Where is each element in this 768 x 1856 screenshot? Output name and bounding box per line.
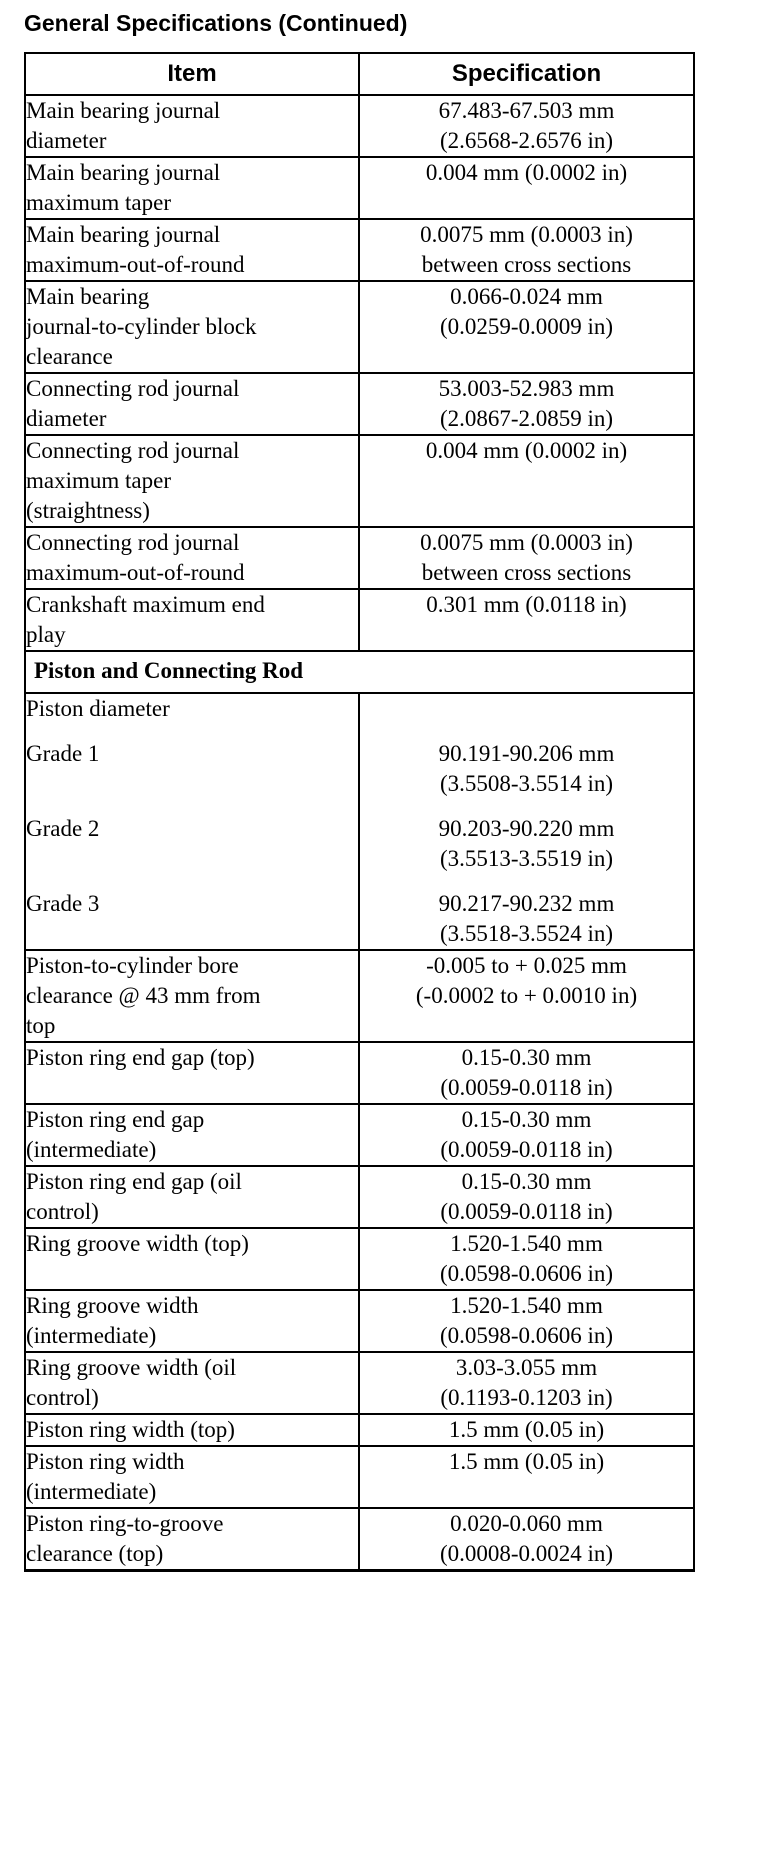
item-cell	[25, 693, 359, 950]
table-header-row	[25, 53, 694, 95]
table-row	[25, 950, 694, 1042]
grade-value: 90.203-90.220 mm (3.5513-3.5519 in)	[438, 816, 615, 871]
specification-cell: 0.004 mm (0.0002 in)	[359, 157, 694, 219]
specification-cell: 0.004 mm (0.0002 in)	[359, 435, 694, 527]
specification-cell: 1.520-1.540 mm (0.0598-0.0606 in)	[359, 1290, 694, 1352]
item-cell: Piston ring-to-groove clearance (top)	[25, 1508, 359, 1571]
table-row	[25, 1290, 694, 1352]
specification-cell: -0.005 to + 0.025 mm (-0.0002 to + 0.0010 in)	[359, 950, 694, 1042]
column-header-item: Item	[25, 53, 359, 95]
table-row	[25, 373, 694, 435]
section-heading: Piston and Connecting Rod	[25, 651, 694, 693]
table-row-piston-diameter	[25, 693, 694, 950]
page-title: General Specifications (Continued)	[24, 10, 408, 36]
item-cell: Piston ring width (top)	[25, 1414, 359, 1446]
specification-cell: 0.15-0.30 mm (0.0059-0.0118 in)	[359, 1166, 694, 1228]
table-row	[25, 1446, 694, 1508]
specification-cell: 0.0075 mm (0.0003 in) between cross sections	[359, 527, 694, 589]
item-cell: Connecting rod journal maximum-out-of-round	[25, 527, 359, 589]
grade-label: Grade 1	[26, 741, 100, 766]
table-row	[25, 527, 694, 589]
piston-diameter-label: Piston diameter	[26, 696, 170, 721]
grade-label: Grade 3	[26, 891, 100, 916]
column-header-specification: Specification	[359, 53, 694, 95]
table-row	[25, 1352, 694, 1414]
item-cell: Main bearing journal-to-cylinder block clearance	[25, 281, 359, 373]
item-cell: Connecting rod journal diameter	[25, 373, 359, 435]
item-cell: Piston ring end gap (oil control)	[25, 1166, 359, 1228]
item-cell: Ring groove width (intermediate)	[25, 1290, 359, 1352]
grade-value: 90.191-90.206 mm (3.5508-3.5514 in)	[438, 741, 615, 796]
table-row	[25, 219, 694, 281]
table-row	[25, 1166, 694, 1228]
specification-cell: 1.520-1.540 mm (0.0598-0.0606 in)	[359, 1228, 694, 1290]
table-row	[25, 1104, 694, 1166]
specification-cell: 67.483-67.503 mm (2.6568-2.6576 in)	[359, 95, 694, 157]
specification-cell: 0.066-0.024 mm (0.0259-0.0009 in)	[359, 281, 694, 373]
specification-cell: 1.5 mm (0.05 in)	[359, 1414, 694, 1446]
item-cell: Piston ring end gap (intermediate)	[25, 1104, 359, 1166]
section-heading-row	[25, 651, 694, 693]
item-cell: Crankshaft maximum end play	[25, 589, 359, 651]
table-row	[25, 1414, 694, 1446]
specifications-table	[24, 52, 695, 1572]
table-row	[25, 281, 694, 373]
grade-label: Grade 2	[26, 816, 100, 841]
item-cell: Piston-to-cylinder bore clearance @ 43 mm from top	[25, 950, 359, 1042]
table-row	[25, 157, 694, 219]
specification-cell: 3.03-3.055 mm (0.1193-0.1203 in)	[359, 1352, 694, 1414]
specification-cell: 0.15-0.30 mm (0.0059-0.0118 in)	[359, 1042, 694, 1104]
specification-cell: 0.020-0.060 mm (0.0008-0.0024 in)	[359, 1508, 694, 1571]
specification-cell: 0.0075 mm (0.0003 in) between cross sections	[359, 219, 694, 281]
table-row	[25, 435, 694, 527]
specification-cell: 53.003-52.983 mm (2.0867-2.0859 in)	[359, 373, 694, 435]
item-cell: Piston ring end gap (top)	[25, 1042, 359, 1104]
table-row	[25, 1508, 694, 1571]
table-row	[25, 95, 694, 157]
table-row	[25, 1042, 694, 1104]
item-cell: Piston ring width (intermediate)	[25, 1446, 359, 1508]
specification-cell: 0.15-0.30 mm (0.0059-0.0118 in)	[359, 1104, 694, 1166]
item-cell: Main bearing journal diameter	[25, 95, 359, 157]
item-cell: Ring groove width (oil control)	[25, 1352, 359, 1414]
specification-cell: 1.5 mm (0.05 in)	[359, 1446, 694, 1508]
item-cell: Ring groove width (top)	[25, 1228, 359, 1290]
grade-value: 90.217-90.232 mm (3.5518-3.5524 in)	[438, 891, 615, 946]
item-cell: Main bearing journal maximum taper	[25, 157, 359, 219]
table-row	[25, 589, 694, 651]
table-row	[25, 1228, 694, 1290]
specification-cell: 0.301 mm (0.0118 in)	[359, 589, 694, 651]
specification-cell	[359, 693, 694, 950]
item-cell: Main bearing journal maximum-out-of-round	[25, 219, 359, 281]
item-cell: Connecting rod journal maximum taper (straightness)	[25, 435, 359, 527]
